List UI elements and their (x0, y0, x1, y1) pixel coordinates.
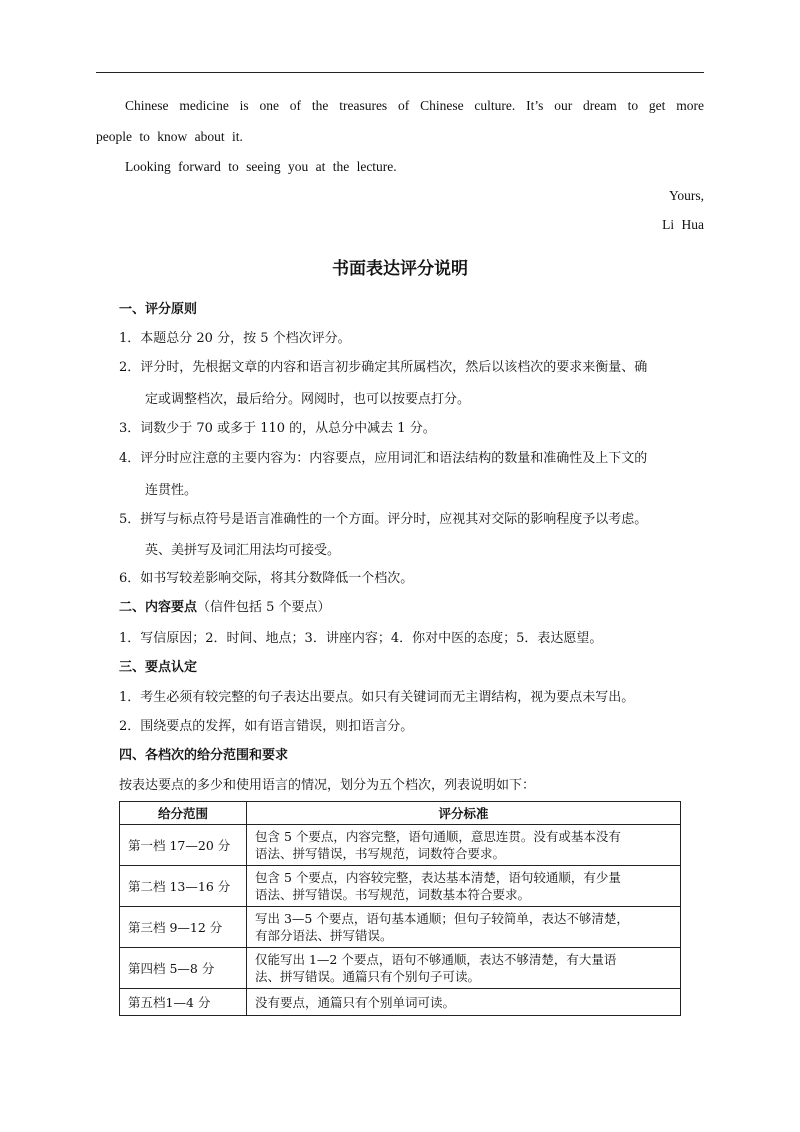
section-1-item: 3．词数少于 70 或多于 110 的，从总分中减去 1 分。 (119, 421, 436, 436)
section-2-note: （信件包括 5 个要点） (197, 600, 331, 615)
criteria-line: 写出 3—5 个要点，语句基本通顺；但句子较简单，表达不够清楚， (255, 911, 629, 926)
table-cell-range: 第一档 17—20 分 (120, 825, 247, 866)
criteria-line: 包含 5 个要点，内容完整，语句通顺，意思连贯。没有或基本没有 (255, 829, 621, 844)
section-3-item: 1．考生必须有较完整的句子表达出要点。如只有关键词而无主谓结构，视为要点未写出。 (119, 690, 635, 705)
table-row (120, 948, 681, 989)
table-header-range: 给分范围 (120, 802, 247, 825)
criteria-line: 语法、拼写错误。书写规范，词数基本符合要求。 (255, 887, 531, 902)
table-cell-criteria (247, 907, 681, 948)
letter-signature: Li Hua (662, 217, 704, 232)
criteria-line: 有部分语法、拼写错误。 (255, 928, 393, 943)
section-4-intro: 按表达要点的多少和使用语言的情况，划分为五个档次，列表说明如下： (119, 778, 536, 793)
section-1-heading: 一、评分原则 (119, 302, 198, 317)
table-cell-range: 第三档 9—12 分 (120, 907, 247, 948)
section-3-heading: 三、要点认定 (119, 660, 198, 675)
top-rule (96, 72, 704, 73)
section-4-heading: 四、各档次的给分范围和要求 (119, 748, 289, 763)
letter-paragraph-2: Looking forward to seeing you at the lecture. (125, 159, 397, 174)
table-cell-criteria (247, 948, 681, 989)
table-cell-criteria (247, 989, 681, 1016)
table-cell-range: 第二档 13—16 分 (120, 866, 247, 907)
criteria-line: 法、拼写错误。通篇只有个别句子可读。 (255, 969, 481, 984)
section-1-item: 2．评分时，先根据文章的内容和语言初步确定其所属档次，然后以该档次的要求来衡量、确 (119, 360, 648, 375)
section-2-heading (119, 599, 331, 617)
table-cell-range: 第四档 5—8 分 (120, 948, 247, 989)
table-cell-range: 第五档1—4 分 (120, 989, 247, 1016)
section-1-item-continuation: 连贯性。 (145, 483, 198, 498)
criteria-line: 没有要点，通篇只有个别单词可读。 (255, 994, 456, 1010)
section-3-item: 2．围绕要点的发挥，如有语言错误，则扣语言分。 (119, 719, 414, 734)
section-1-item: 6．如书写较差影响交际，将其分数降低一个档次。 (119, 571, 414, 586)
table-header-row (120, 802, 681, 825)
table-cell-criteria (247, 825, 681, 866)
table-row (120, 989, 681, 1016)
section-1-item-continuation: 定或调整档次，最后给分。网阅时，也可以按要点打分。 (145, 392, 471, 407)
table-row (120, 825, 681, 866)
criteria-line: 包含 5 个要点，内容较完整，表达基本清楚，语句较通顺，有少量 (255, 870, 621, 885)
grading-table (119, 801, 681, 1016)
section-2-item: 1．写信原因；2．时间、地点；3．讲座内容；4．你对中医的态度；5．表达愿望。 (119, 631, 603, 646)
section-1-item: 1．本题总分 20 分，按 5 个档次评分。 (119, 331, 351, 346)
table-cell-criteria (247, 866, 681, 907)
table-row (120, 907, 681, 948)
criteria-line: 语法、拼写错误，书写规范，词数符合要求。 (255, 846, 506, 861)
table-header-criteria: 评分标准 (247, 802, 681, 825)
page-title: 书面表达评分说明 (332, 259, 468, 279)
section-1-item-continuation: 英、美拼写及词汇用法均可接受。 (145, 543, 341, 558)
criteria-line: 仅能写出 1—2 个要点，语句不够通顺，表达不够清楚，有大量语 (255, 952, 617, 967)
section-2-title: 二、内容要点 (119, 600, 198, 615)
section-1-item: 4．评分时应注意的主要内容为：内容要点，应用词汇和语法结构的数量和准确性及上下文的 (119, 451, 648, 466)
letter-closing: Yours, (668, 188, 704, 203)
letter-paragraph-1-line-1: Chinese medicine is one of the treasures of Chinese culture. It’s our dream to get more (125, 98, 704, 113)
letter-paragraph-1-line-2: people to know about it. (96, 129, 243, 144)
section-1-item: 5．拼写与标点符号是语言准确性的一个方面。评分时，应视其对交际的影响程度予以考虑。 (119, 512, 648, 527)
table-row (120, 866, 681, 907)
